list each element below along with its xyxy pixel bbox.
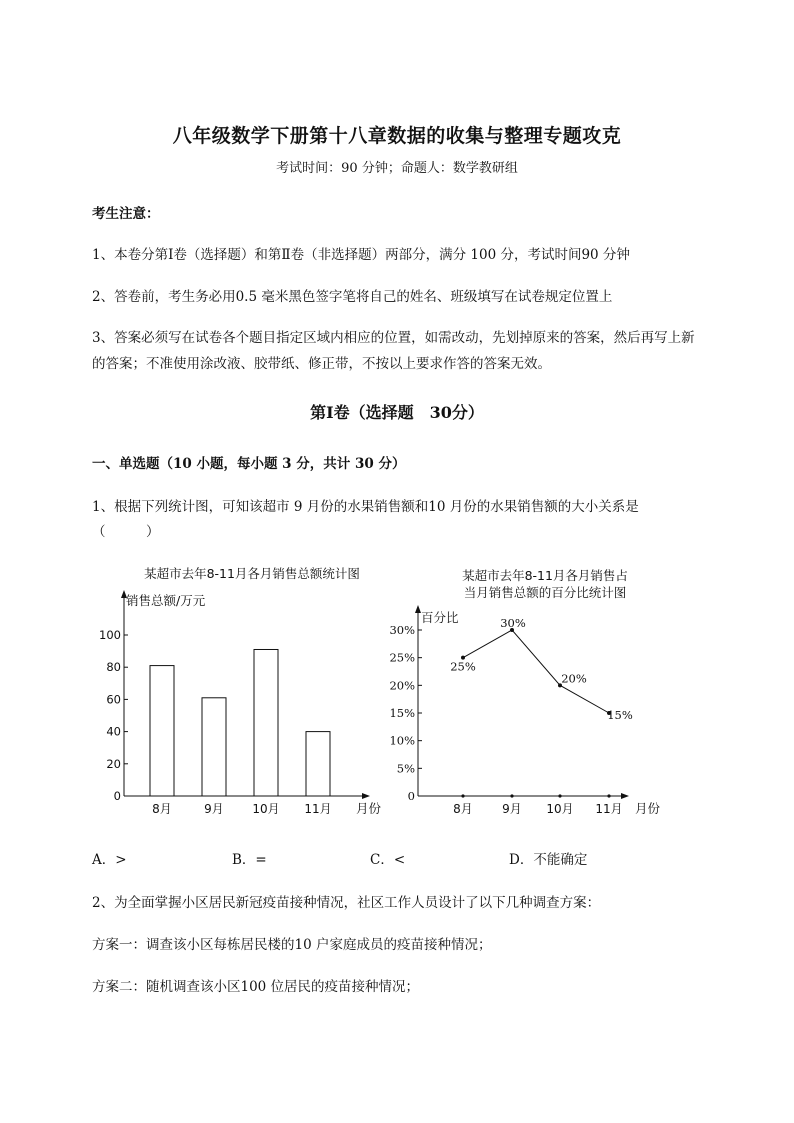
- line-chart-ytick-label: 25%: [389, 650, 415, 665]
- option-b[interactable]: B．=: [232, 852, 267, 868]
- line-chart-xtick-mark: [607, 794, 610, 797]
- notice-heading: 考生注意：: [92, 206, 160, 222]
- line-data-label: 25%: [450, 659, 476, 674]
- question-2-stem: 2、为全面掌握小区居民新冠疫苗接种情况，社区工作人员设计了以下几种调查方案：: [92, 895, 601, 911]
- bar-chart-ylabel: 销售总额/万元: [126, 593, 206, 608]
- line-chart-ytick-label: 30%: [389, 623, 415, 637]
- line-data-label: 20%: [561, 671, 587, 686]
- line-chart-xlabel: 月份: [635, 801, 661, 816]
- line-chart-x-arrow: [621, 793, 629, 799]
- question-2-plan-1: 方案一：调查该小区每栋居民楼的10 户家庭成员的疫苗接种情况；: [92, 937, 492, 953]
- option-d[interactable]: D．不能确定: [509, 852, 588, 868]
- bar-2: [202, 698, 226, 796]
- line-chart-xtick-label: 10月: [546, 802, 574, 816]
- line-chart-ytick-label: 10%: [389, 733, 415, 748]
- option-c[interactable]: C．<: [370, 852, 406, 868]
- notice-item-3: 3、答案必须写在试卷各个题目指定区域内相应的位置，如需改动，先划掉原来的答案，然后再写上新: [92, 330, 695, 346]
- part-heading: 一、单选题（10 小题，每小题 3 分，共计 30 分）: [92, 456, 406, 472]
- line-chart-ytick-label: 20%: [389, 678, 415, 693]
- line-chart-xtick-mark: [510, 794, 513, 797]
- question-1-stem: 1、根据下列统计图，可知该超市 9 月份的水果销售额和10 月份的水果销售额的大小关系是: [92, 499, 639, 515]
- line-data-label: 30%: [500, 616, 526, 630]
- bar-3: [254, 649, 278, 796]
- line-chart-ytick-label: 5%: [396, 761, 415, 776]
- bar-4: [306, 732, 330, 796]
- bar-chart-xtick-label: 9月: [204, 802, 224, 816]
- exam-info: 考试时间：90 分钟；命题人：数学教研组: [276, 161, 518, 176]
- bar-chart-xtick-label: 8月: [152, 802, 172, 816]
- line-chart-series: [463, 630, 609, 713]
- question-1-blank: （ ）: [92, 524, 160, 540]
- line-data-label: 15%: [607, 708, 633, 722]
- bar-chart-xlabel: 月份: [356, 801, 382, 816]
- bar-chart-ytick-label: 60: [106, 692, 121, 707]
- bar-chart-ytick-label: 0: [113, 789, 121, 803]
- notice-item-3-cont: 的答案；不准使用涂改液、胶带纸、修正带，不按以上要求作答的答案无效。: [92, 356, 551, 372]
- line-chart-xtick-mark: [461, 794, 464, 797]
- page-title: 八年级数学下册第十八章数据的收集与整理专题攻克: [172, 125, 622, 147]
- question-2-plan-2: 方案二：随机调查该小区100 位居民的疫苗接种情况；: [92, 979, 420, 995]
- section-title: 第Ⅰ卷（选择题 30分）: [310, 403, 484, 422]
- notice-item-2: 2、答卷前，考生务必用0.5 毫米黑色签字笔将自己的姓名、班级填写在试卷规定位置上: [92, 289, 613, 305]
- line-chart-title-line-1: 某超市去年8-11月各月销售占: [462, 568, 628, 583]
- line-chart: [385, 560, 685, 825]
- line-chart-ytick-label: 0: [407, 789, 415, 803]
- bar-chart-xtick-label: 11月: [304, 802, 332, 816]
- bar-chart-ytick-label: 80: [106, 660, 121, 675]
- bar-chart: [90, 560, 390, 825]
- line-chart-xtick-label: 9月: [502, 802, 522, 816]
- bar-chart-ytick-label: 40: [106, 724, 121, 739]
- line-chart-y-arrow: [415, 605, 421, 613]
- bar-chart-ytick-label: 100: [99, 628, 121, 642]
- bar-chart-x-arrow: [362, 793, 370, 799]
- line-chart-ytick-label: 15%: [389, 706, 415, 720]
- bar-1: [150, 666, 174, 796]
- line-chart-xtick-mark: [558, 794, 561, 797]
- line-chart-xtick-label: 11月: [595, 802, 623, 816]
- bar-chart-ytick-label: 20: [106, 756, 121, 771]
- option-a[interactable]: A．>: [92, 852, 127, 868]
- line-chart-ylabel: 百分比: [421, 610, 459, 625]
- notice-item-1: 1、本卷分第Ⅰ卷（选择题）和第Ⅱ卷（非选择题）两部分，满分 100 分，考试时间90 分钟: [92, 247, 630, 263]
- bar-chart-xtick-label: 10月: [252, 802, 280, 816]
- line-chart-title-line-2: 当月销售总额的百分比统计图: [463, 585, 627, 600]
- bar-chart-title: 某超市去年8-11月各月销售总额统计图: [144, 566, 360, 581]
- line-chart-xtick-label: 8月: [453, 802, 473, 816]
